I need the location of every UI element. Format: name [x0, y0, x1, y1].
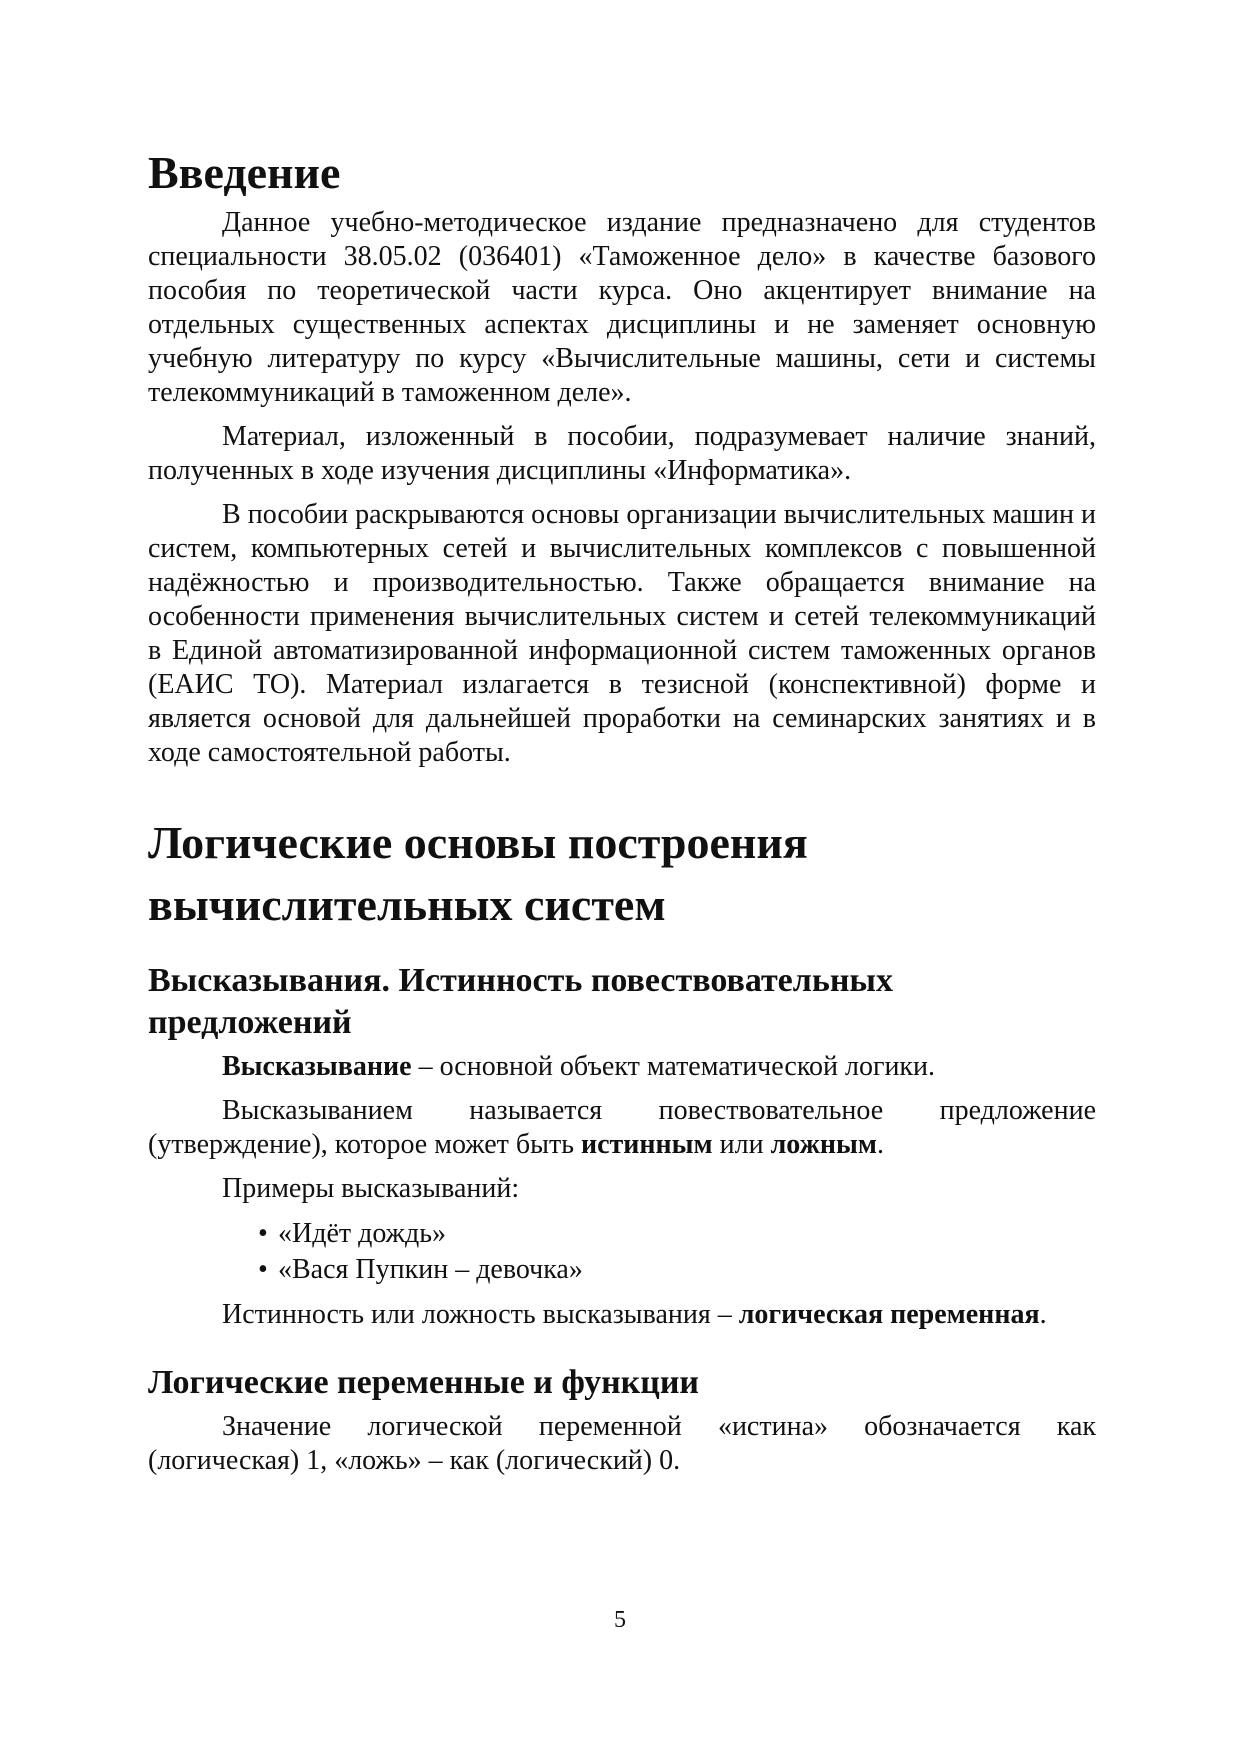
- chapter-heading: [148, 812, 1096, 936]
- section-heading-variables: Логические переменные и функции: [148, 1364, 700, 1401]
- intro-paragraph-3: В пособии раскрываются основы организации вычислительных машин и систем, компьютерных сетей и вычислительных комплексов с повышенной надёжностью и производительностью. Также обращается внимание на особенности применения вычислительных систем и сетей телекоммуникаций в Единой автоматизированной информационной систем таможенных органов (ЕАИС ТО). Материал излагается в тезисной (конспективной) форме и является основой для дальнейшей проработки на семинарских занятиях и в ходе самостоятельной работы.: [148, 499, 1096, 768]
- section-heading-statements: [148, 960, 1096, 1044]
- bullet-icon: •: [258, 1254, 268, 1285]
- definition-paragraph: [148, 1050, 1096, 1084]
- page-content: [148, 142, 1096, 1488]
- statement-definition-paragraph: [148, 1094, 1096, 1162]
- section-heading-line-1: Высказывания. Истинность повествовательных: [148, 962, 893, 999]
- logical-variable-start: Истинность или ложность высказывания –: [222, 1299, 739, 1330]
- example-text: «Вася Пупкин – девочка»: [278, 1254, 583, 1285]
- statement-definition-mid: или: [712, 1129, 771, 1160]
- examples-list: [148, 1216, 1096, 1288]
- example-text: «Идёт дождь»: [278, 1218, 447, 1249]
- intro-paragraph-1: Данное учебно-методическое издание предназначено для студентов специальности 38.05.02 (036401) «Таможенное дело» в качестве базового пособия по теоретической части курса. Оно акцентирует внимание на отдельных существенных аспектах дисциплины и не заменяет основную учебную литературу по курсу «Вычислительные машины, сети и системы телекоммуникаций в таможенном деле».: [148, 207, 1096, 408]
- logical-variable-paragraph: [148, 1298, 1096, 1332]
- statement-definition-end: .: [876, 1129, 884, 1160]
- list-item: [148, 1216, 1096, 1252]
- list-item: [148, 1252, 1096, 1288]
- page-number: 5: [614, 1607, 626, 1633]
- intro-heading: Введение: [148, 147, 341, 198]
- term-logical-variable: логическая переменная: [738, 1299, 1040, 1330]
- section-heading-line-2: предложений: [148, 1004, 352, 1041]
- term-false: ложным: [770, 1129, 877, 1160]
- term-statement: Высказывание: [222, 1051, 412, 1082]
- logical-variable-end: .: [1039, 1299, 1047, 1330]
- statement-definition-start: Высказыванием называется повествовательное предложение (утверждение), которое может быть: [148, 1095, 1096, 1160]
- intro-paragraph-2: Материал, изложенный в пособии, подразумевает наличие знаний, полученных в ходе изучения дисциплины «Информатика».: [148, 421, 1096, 486]
- chapter-heading-line-2: вычислительных систем: [148, 879, 666, 930]
- bullet-icon: •: [258, 1218, 268, 1249]
- definition-text: – основной объект математической логики.: [411, 1051, 936, 1082]
- examples-label: Примеры высказываний:: [222, 1173, 520, 1204]
- term-true: истинным: [580, 1129, 713, 1160]
- chapter-heading-line-1: Логические основы построения: [148, 817, 808, 868]
- variables-paragraph: Значение логической переменной «истина» обозначается как (логическая) 1, «ложь» – как (логический) 0.: [148, 1411, 1096, 1476]
